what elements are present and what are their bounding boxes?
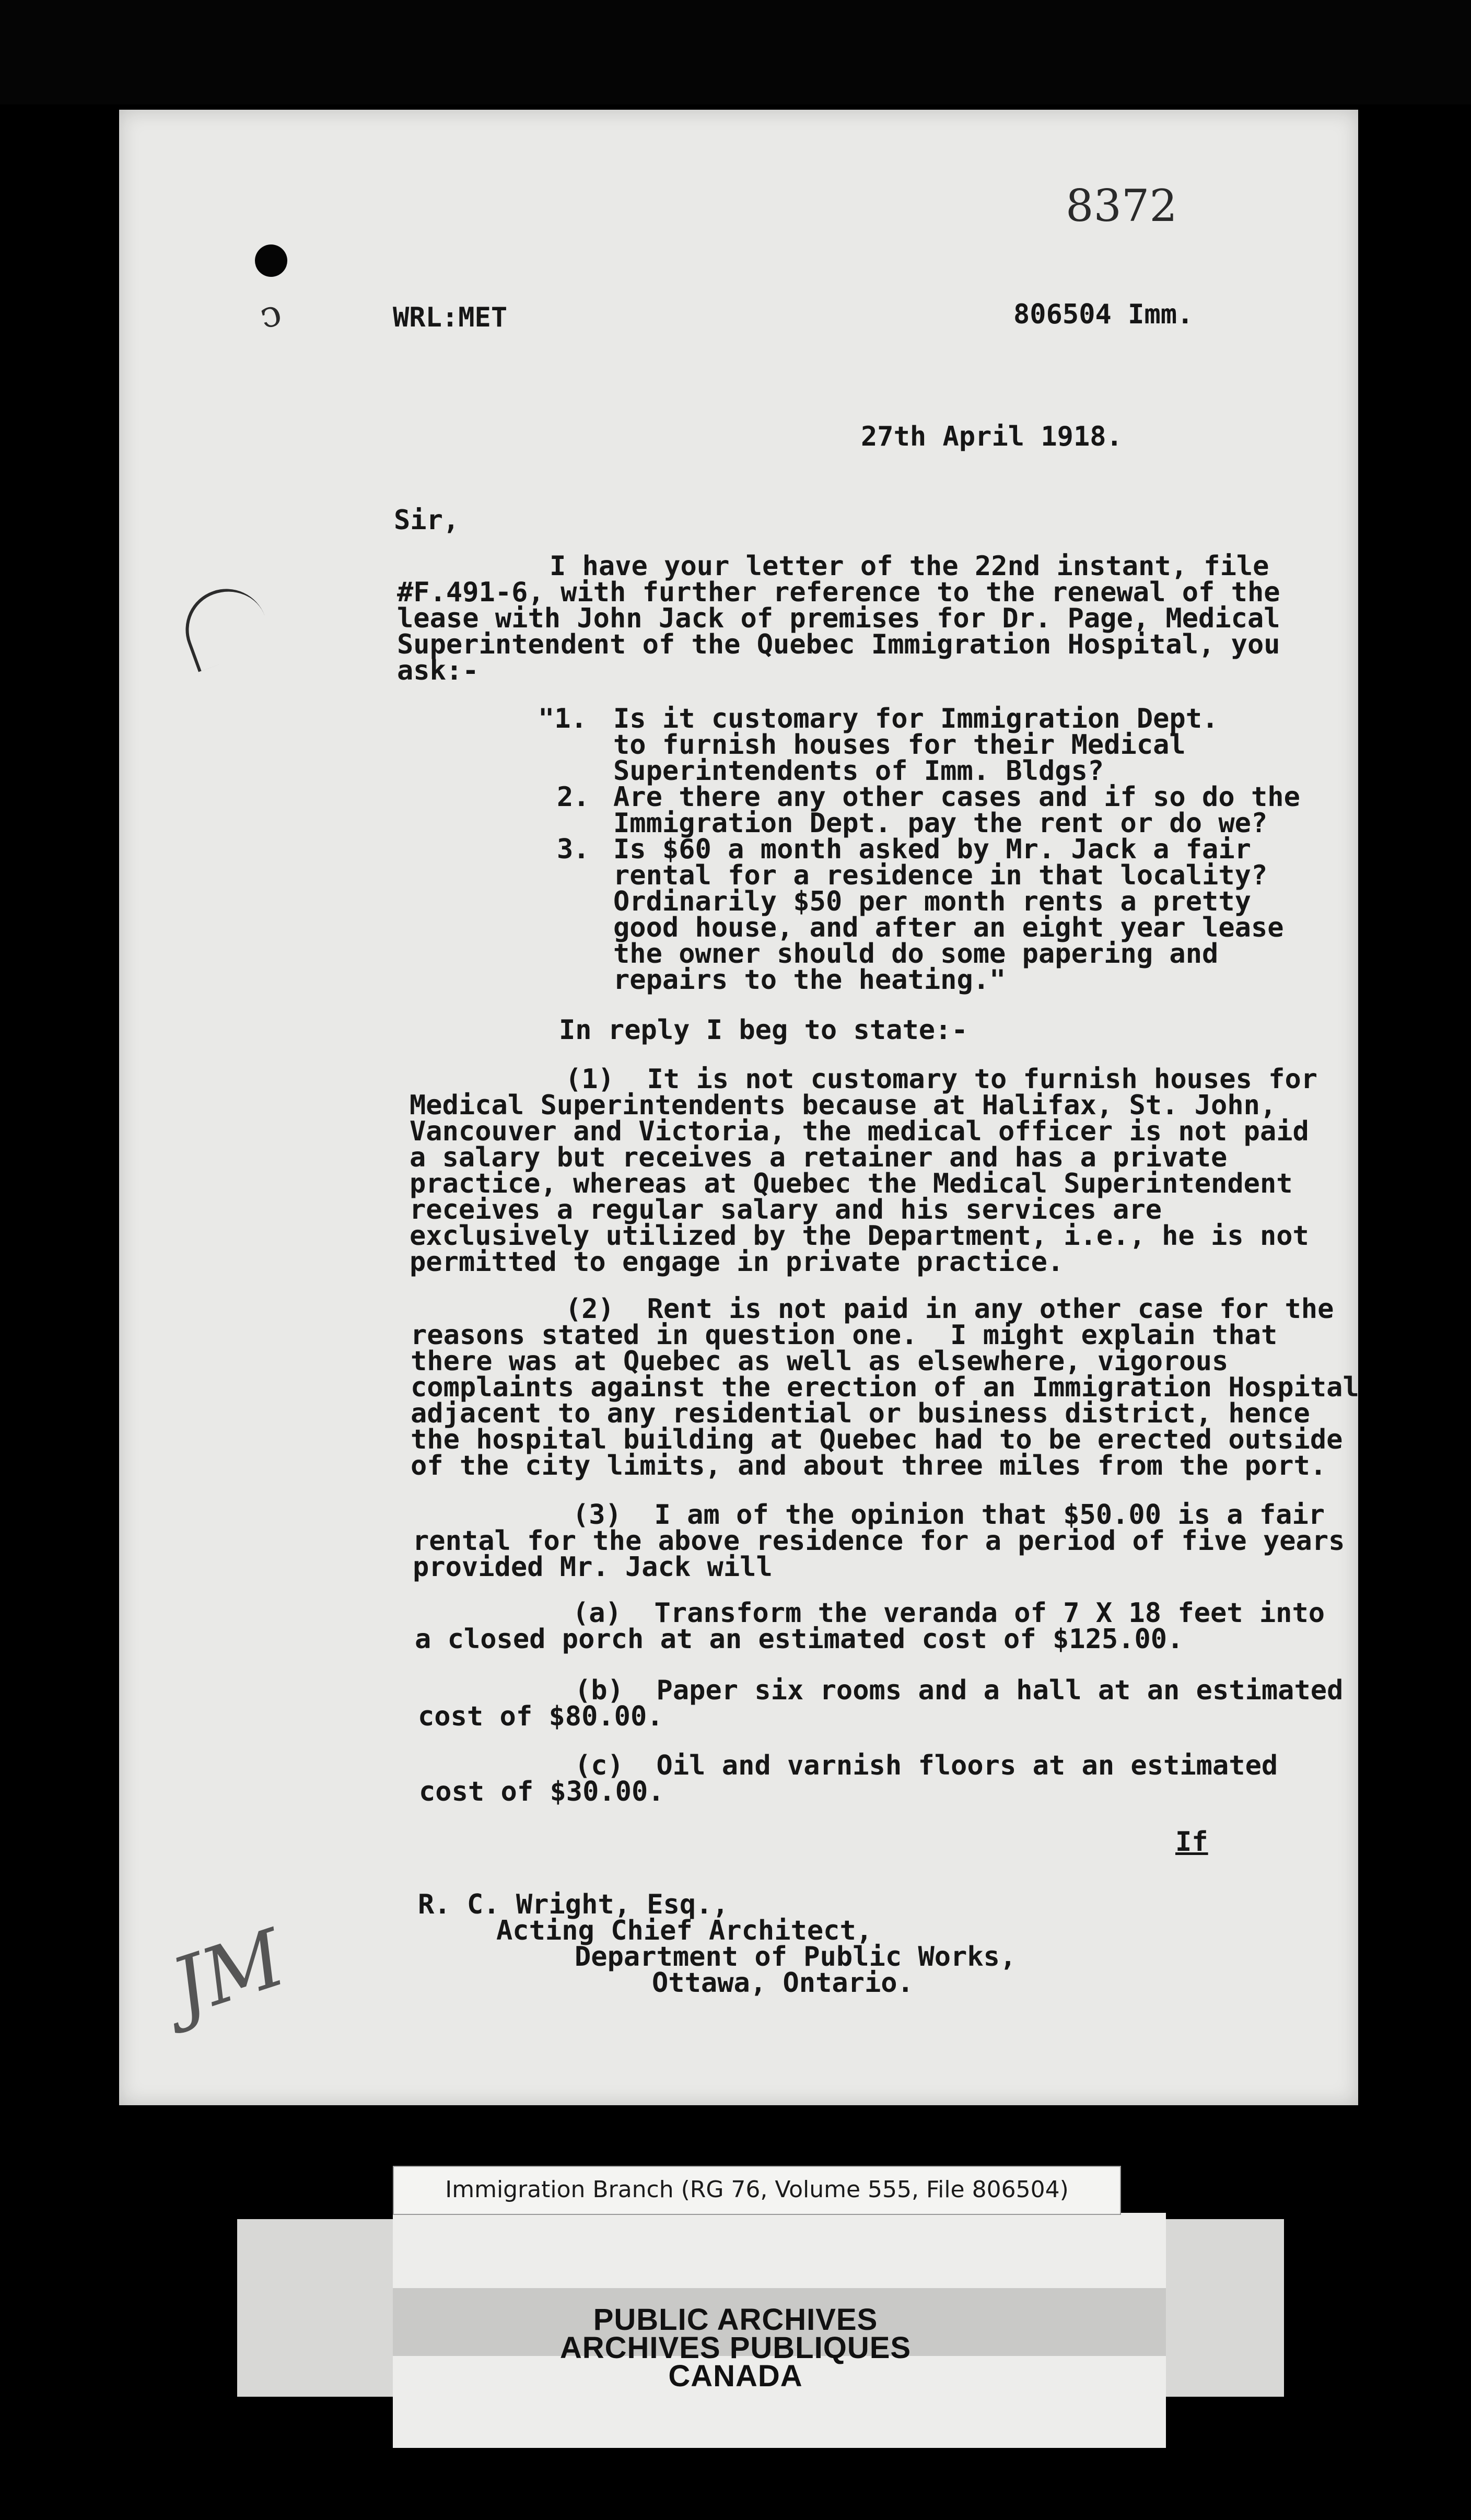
stamp-line: CANADA xyxy=(668,2359,803,2393)
reply-intro: In reply I beg to state:- xyxy=(559,1014,968,1046)
archive-label xyxy=(393,2166,1121,2215)
question-line: Is it customary for Immigration Dept. xyxy=(613,703,1219,734)
item-b-line: cost of $80.00. xyxy=(418,1701,663,1732)
item-b-line: (b) Paper six rooms and a hall at an estimated xyxy=(575,1675,1344,1706)
reply-line: reasons stated in question one. I might explain that xyxy=(411,1320,1278,1351)
item-c-line: cost of $30.00. xyxy=(419,1776,664,1807)
question-line: Ordinarily $50 per month rents a pretty xyxy=(613,886,1251,917)
reply-line: of the city limits, and about three miles from the port. xyxy=(411,1450,1327,1481)
addressee-line: Acting Chief Architect, xyxy=(496,1915,873,1946)
margin-mark: ↄ xyxy=(255,290,286,337)
continuation-word: If xyxy=(1175,1826,1208,1858)
reference-right: 806504 Imm. xyxy=(1013,299,1194,330)
reply-line: the hospital building at Quebec had to be erected outside xyxy=(411,1424,1343,1455)
page-number: 8372 xyxy=(1066,180,1177,231)
reply-line: adjacent to any residential or business district, hence xyxy=(411,1398,1310,1429)
reply-line: (3) I am of the opinion that $50.00 is a fair xyxy=(573,1499,1325,1531)
reply-line: receives a regular salary and his services are xyxy=(410,1194,1162,1226)
item-a-line: a closed porch at an estimated cost of $125.00. xyxy=(415,1624,1184,1655)
margin-initials: JM xyxy=(161,1912,296,2034)
reference-left: WRL:MET xyxy=(393,302,508,333)
reply-line: provided Mr. Jack will xyxy=(413,1551,773,1583)
reply-line: there was at Quebec as well as elsewhere, vigorous xyxy=(411,1346,1229,1377)
question-line: the owner should do some papering and xyxy=(613,938,1219,970)
item-c-line: (c) Oil and varnish floors at an estimated xyxy=(575,1750,1278,1781)
question-line: Immigration Dept. pay the rent or do we? xyxy=(613,808,1268,839)
question-line: good house, and after an eight year lease xyxy=(613,912,1284,943)
reply-line: rental for the above residence for a period of five years xyxy=(413,1525,1345,1557)
question-line: repairs to the heating." xyxy=(613,964,1006,996)
question-line: Is $60 a month asked by Mr. Jack a fair xyxy=(613,834,1251,865)
reply-line: Medical Superintendents because at Halifax, St. John, xyxy=(410,1090,1277,1121)
salutation: Sir, xyxy=(394,505,460,536)
addressee-line: Department of Public Works, xyxy=(575,1941,1017,1973)
stamp-line: ARCHIVES PUBLIQUES xyxy=(559,2331,912,2365)
addressee-line: Ottawa, Ontario. xyxy=(652,1967,914,1999)
question-line: Superintendents of Imm. Bldgs? xyxy=(613,755,1104,787)
archive-label-text: Immigration Branch (RG 76, Volume 555, File 806504) xyxy=(445,2176,1069,2203)
paragraph-line: #F.491-6, with further reference to the renewal of the xyxy=(397,577,1280,608)
reply-line: permitted to engage in private practice. xyxy=(410,1246,1064,1278)
addressee-line: R. C. Wright, Esq., xyxy=(418,1889,729,1920)
question-line: rental for a residence in that locality? xyxy=(613,860,1268,891)
reply-line: practice, whereas at Quebec the Medical Superintendent xyxy=(410,1168,1293,1199)
question-number: "1. xyxy=(538,703,587,734)
paragraph-line: ask:- xyxy=(397,655,479,686)
reply-line: (2) Rent is not paid in any other case for the xyxy=(565,1293,1334,1325)
film-border xyxy=(0,0,1471,104)
question-line: Are there any other cases and if so do the xyxy=(613,781,1300,813)
reply-line: exclusively utilized by the Department, i.e., he is not xyxy=(410,1220,1309,1252)
question-number: 2. xyxy=(557,781,590,813)
paragraph-line: I have your letter of the 22nd instant, file xyxy=(550,551,1269,582)
reply-line: a salary but receives a retainer and has a private xyxy=(410,1142,1228,1173)
punch-hole xyxy=(255,244,287,277)
paragraph-line: Superintendent of the Quebec Immigration Hospital, you xyxy=(397,629,1280,660)
question-number: 3. xyxy=(557,834,590,865)
reply-line: (1) It is not customary to furnish houses for xyxy=(565,1064,1318,1095)
stamp-line: PUBLIC ARCHIVES xyxy=(593,2303,878,2337)
paragraph-line: lease with John Jack of premises for Dr. Page, Medical xyxy=(397,603,1280,634)
question-line: to furnish houses for their Medical xyxy=(613,729,1186,761)
reply-line: Vancouver and Victoria, the medical officer is not paid xyxy=(410,1116,1309,1147)
letter-date: 27th April 1918. xyxy=(861,421,1123,452)
item-a-line: (a) Transform the veranda of 7 X 18 feet into xyxy=(573,1597,1325,1629)
reply-line: complaints against the erection of an Immigration Hospital xyxy=(411,1372,1359,1403)
